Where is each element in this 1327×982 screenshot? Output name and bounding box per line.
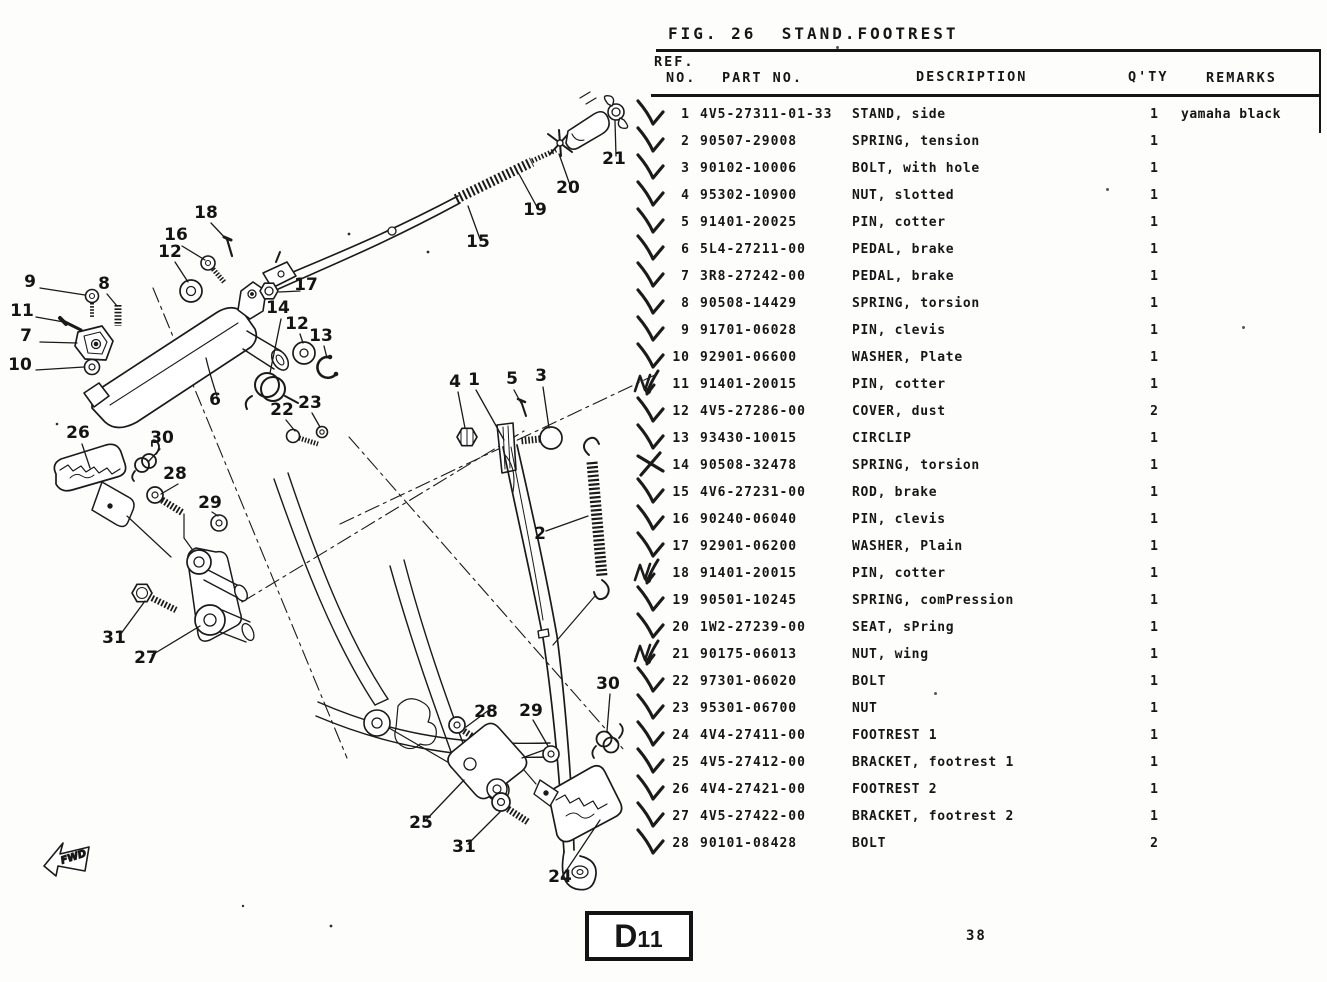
page-number: 38	[966, 928, 987, 944]
row-part-no: 4V5-27422-00	[700, 809, 806, 824]
row-part-no: 4V4-27411-00	[700, 728, 806, 743]
table-row	[630, 182, 1327, 209]
row-part-no: 93430-10015	[700, 431, 798, 446]
footrest1-assembly	[448, 717, 623, 842]
row-qty: 1	[1150, 161, 1158, 176]
row-qty: 1	[1150, 431, 1158, 446]
row-description: WASHER, Plate	[852, 350, 963, 365]
row-ref-no: 19	[672, 593, 690, 608]
footrest2-bracket	[132, 548, 256, 642]
row-ref-no: 26	[672, 782, 690, 797]
row-description: PEDAL, brake	[852, 242, 955, 257]
row-qty: 2	[1150, 404, 1158, 419]
table-row	[630, 776, 1327, 803]
row-part-no: 91401-20015	[700, 566, 798, 581]
table-row	[630, 344, 1327, 371]
fwd-label: FWD	[59, 848, 88, 867]
row-ref-no: 16	[672, 512, 690, 527]
row-qty: 1	[1150, 215, 1158, 230]
row-remarks: yamaha black	[1181, 107, 1281, 122]
callout-15: 15	[466, 232, 490, 252]
table-row	[630, 506, 1327, 533]
table-row	[630, 155, 1327, 182]
table-row	[630, 128, 1327, 155]
row-ref-no: 20	[672, 620, 690, 635]
table-row	[630, 533, 1327, 560]
table-row	[630, 101, 1327, 128]
col-header-description: DESCRIPTION	[916, 69, 1028, 85]
row-qty: 1	[1150, 512, 1158, 527]
row-part-no: 90508-32478	[700, 458, 798, 473]
col-header-remarks: REMARKS	[1206, 70, 1277, 86]
row-part-no: 91401-20015	[700, 377, 798, 392]
row-ref-no: 22	[672, 674, 690, 689]
callout-17: 17	[294, 275, 318, 295]
parts-table	[630, 22, 1327, 962]
callout-21: 21	[602, 149, 626, 169]
row-ref-no: 25	[672, 755, 690, 770]
row-ref-no: 8	[681, 296, 690, 311]
pedal-small-parts	[60, 290, 118, 375]
row-description: PIN, cotter	[852, 215, 946, 230]
row-qty: 1	[1150, 269, 1158, 284]
row-description: NUT, slotted	[852, 188, 955, 203]
callout-3: 3	[535, 366, 547, 386]
row-description: SPRING, torsion	[852, 296, 980, 311]
table-row	[630, 398, 1327, 425]
row-qty: 1	[1150, 728, 1158, 743]
table-row	[630, 479, 1327, 506]
figure-title: FIG. 26 STAND.FOOTREST	[668, 24, 959, 43]
row-ref-no: 3	[681, 161, 690, 176]
row-qty: 1	[1150, 188, 1158, 203]
callout-24: 24	[548, 867, 572, 887]
row-ref-no: 28	[672, 836, 690, 851]
table-row	[630, 830, 1327, 857]
callout-7: 7	[20, 326, 32, 346]
row-ref-no: 9	[681, 323, 690, 338]
header-rule	[651, 94, 1320, 97]
row-description: BOLT, with hole	[852, 161, 980, 176]
row-qty: 1	[1150, 593, 1158, 608]
row-ref-no: 27	[672, 809, 690, 824]
callout-6: 6	[209, 390, 221, 410]
row-ref-no: 13	[672, 431, 690, 446]
row-ref-no: 4	[681, 188, 690, 203]
scan-speck	[1106, 188, 1109, 191]
row-description: BRACKET, footrest 2	[852, 809, 1015, 824]
row-ref-no: 21	[672, 647, 690, 662]
scan-speck	[1242, 326, 1245, 329]
row-description: CIRCLIP	[852, 431, 912, 446]
table-row	[630, 560, 1327, 587]
row-part-no: 90508-14429	[700, 296, 798, 311]
row-qty: 1	[1150, 674, 1158, 689]
row-part-no: 4V4-27421-00	[700, 782, 806, 797]
plate-code-letter: D	[614, 918, 638, 954]
row-qty: 1	[1150, 377, 1158, 392]
row-qty: 1	[1150, 539, 1158, 554]
row-description: COVER, dust	[852, 404, 946, 419]
callout-9: 9	[24, 272, 36, 292]
row-ref-no: 5	[681, 215, 690, 230]
plate-code-digits: 11	[637, 926, 664, 952]
plate-code-box	[585, 911, 693, 961]
row-description: STAND, side	[852, 107, 946, 122]
row-part-no: 95301-06700	[700, 701, 798, 716]
callout-12: 12	[285, 314, 309, 334]
row-part-no: 90240-06040	[700, 512, 798, 527]
callout-8: 8	[98, 274, 110, 294]
row-part-no: 92901-06600	[700, 350, 798, 365]
row-qty: 2	[1150, 836, 1158, 851]
row-description: FOOTREST 2	[852, 782, 938, 797]
table-row	[630, 209, 1327, 236]
row-ref-no: 10	[672, 350, 690, 365]
row-qty: 1	[1150, 755, 1158, 770]
row-description: SPRING, tension	[852, 134, 980, 149]
row-ref-no: 15	[672, 485, 690, 500]
row-part-no: 4V5-27311-01-33	[700, 107, 833, 122]
scan-speck	[836, 46, 839, 49]
table-row	[630, 587, 1327, 614]
row-part-no: 90101-08428	[700, 836, 798, 851]
callout-5: 5	[506, 369, 518, 389]
row-qty: 1	[1150, 782, 1158, 797]
callout-29: 29	[198, 493, 222, 513]
callout-2: 2	[534, 524, 546, 544]
row-description: WASHER, Plain	[852, 539, 963, 554]
row-ref-no: 14	[672, 458, 690, 473]
row-part-no: 4V6-27231-00	[700, 485, 806, 500]
row-qty: 1	[1150, 350, 1158, 365]
row-description: BOLT	[852, 836, 887, 851]
callout-13: 13	[309, 326, 333, 346]
callout-20: 20	[556, 178, 580, 198]
row-part-no: 92901-06200	[700, 539, 798, 554]
row-part-no: 97301-06020	[700, 674, 798, 689]
callout-27: 27	[134, 648, 158, 668]
row-part-no: 90507-29008	[700, 134, 798, 149]
callout-31: 31	[452, 837, 476, 857]
row-description: SPRING, torsion	[852, 458, 980, 473]
row-qty: 1	[1150, 107, 1158, 122]
callout-12: 12	[158, 242, 182, 262]
row-qty: 1	[1150, 701, 1158, 716]
col-header-ref-line2: NO.	[666, 70, 697, 86]
row-description: PIN, cotter	[852, 566, 946, 581]
callout-28: 28	[163, 464, 187, 484]
table-row	[630, 614, 1327, 641]
row-ref-no: 1	[681, 107, 690, 122]
brake-pedal	[84, 252, 296, 428]
col-header-ref-line1: REF.	[654, 54, 695, 70]
row-description: FOOTREST 1	[852, 728, 938, 743]
row-ref-no: 18	[672, 566, 690, 581]
row-part-no: 1W2-27239-00	[700, 620, 806, 635]
callout-19: 19	[523, 200, 547, 220]
callout-29: 29	[519, 701, 543, 721]
row-ref-no: 6	[681, 242, 690, 257]
row-part-no: 95302-10900	[700, 188, 798, 203]
col-header-part-no: PART NO.	[722, 70, 804, 86]
table-row	[630, 317, 1327, 344]
table-row	[630, 371, 1327, 398]
row-ref-no: 12	[672, 404, 690, 419]
callout-4: 4	[449, 372, 461, 392]
row-part-no: 3R8-27242-00	[700, 269, 806, 284]
table-row	[630, 749, 1327, 776]
row-qty: 1	[1150, 134, 1158, 149]
row-part-no: 4V5-27286-00	[700, 404, 806, 419]
table-row	[630, 722, 1327, 749]
row-description: SPRING, comPression	[852, 593, 1015, 608]
callout-31: 31	[102, 628, 126, 648]
table-row	[630, 236, 1327, 263]
row-qty: 1	[1150, 647, 1158, 662]
row-part-no: 90102-10006	[700, 161, 798, 176]
row-part-no: 4V5-27412-00	[700, 755, 806, 770]
col-header-qty: Q'TY	[1128, 69, 1169, 85]
table-row	[630, 803, 1327, 830]
table-row	[630, 452, 1327, 479]
callout-14: 14	[266, 298, 290, 318]
callout-26: 26	[66, 423, 90, 443]
callout-1: 1	[468, 370, 480, 390]
table-row	[630, 641, 1327, 668]
row-description: PIN, clevis	[852, 512, 946, 527]
row-qty: 1	[1150, 323, 1158, 338]
callout-30: 30	[150, 428, 174, 448]
scan-speck	[934, 692, 937, 695]
callout-28: 28	[474, 702, 498, 722]
table-row	[630, 290, 1327, 317]
row-part-no: 90175-06013	[700, 647, 798, 662]
row-description: PIN, clevis	[852, 323, 946, 338]
row-ref-no: 7	[681, 269, 690, 284]
row-description: NUT	[852, 701, 878, 716]
table-row	[630, 425, 1327, 452]
row-description: BRACKET, footrest 1	[852, 755, 1015, 770]
row-ref-no: 23	[672, 701, 690, 716]
table-row	[630, 668, 1327, 695]
row-qty: 1	[1150, 242, 1158, 257]
fwd-arrow	[44, 843, 89, 876]
row-description: BOLT	[852, 674, 887, 689]
row-qty: 1	[1150, 566, 1158, 581]
row-description: ROD, brake	[852, 485, 938, 500]
row-description: PEDAL, brake	[852, 269, 955, 284]
row-ref-no: 2	[681, 134, 690, 149]
row-part-no: 91701-06028	[700, 323, 798, 338]
title-rule	[656, 49, 1320, 52]
callout-11: 11	[10, 301, 34, 321]
row-description: NUT, wing	[852, 647, 929, 662]
row-description: SEAT, sPring	[852, 620, 955, 635]
callout-18: 18	[194, 203, 218, 223]
callout-16: 16	[164, 225, 188, 245]
row-part-no: 5L4-27211-00	[700, 242, 806, 257]
callout-25: 25	[409, 813, 433, 833]
parts-diagram	[0, 0, 660, 982]
row-ref-no: 17	[672, 539, 690, 554]
row-description: PIN, cotter	[852, 377, 946, 392]
row-ref-no: 24	[672, 728, 690, 743]
callout-30: 30	[596, 674, 620, 694]
row-qty: 1	[1150, 458, 1158, 473]
row-qty: 1	[1150, 485, 1158, 500]
row-ref-no: 11	[672, 377, 690, 392]
row-part-no: 91401-20025	[700, 215, 798, 230]
row-qty: 1	[1150, 620, 1158, 635]
callout-10: 10	[8, 355, 32, 375]
callout-22: 22	[270, 400, 294, 420]
table-row	[630, 263, 1327, 290]
row-part-no: 90501-10245	[700, 593, 798, 608]
row-qty: 1	[1150, 296, 1158, 311]
table-row	[630, 695, 1327, 722]
row-qty: 1	[1150, 809, 1158, 824]
callout-23: 23	[298, 393, 322, 413]
